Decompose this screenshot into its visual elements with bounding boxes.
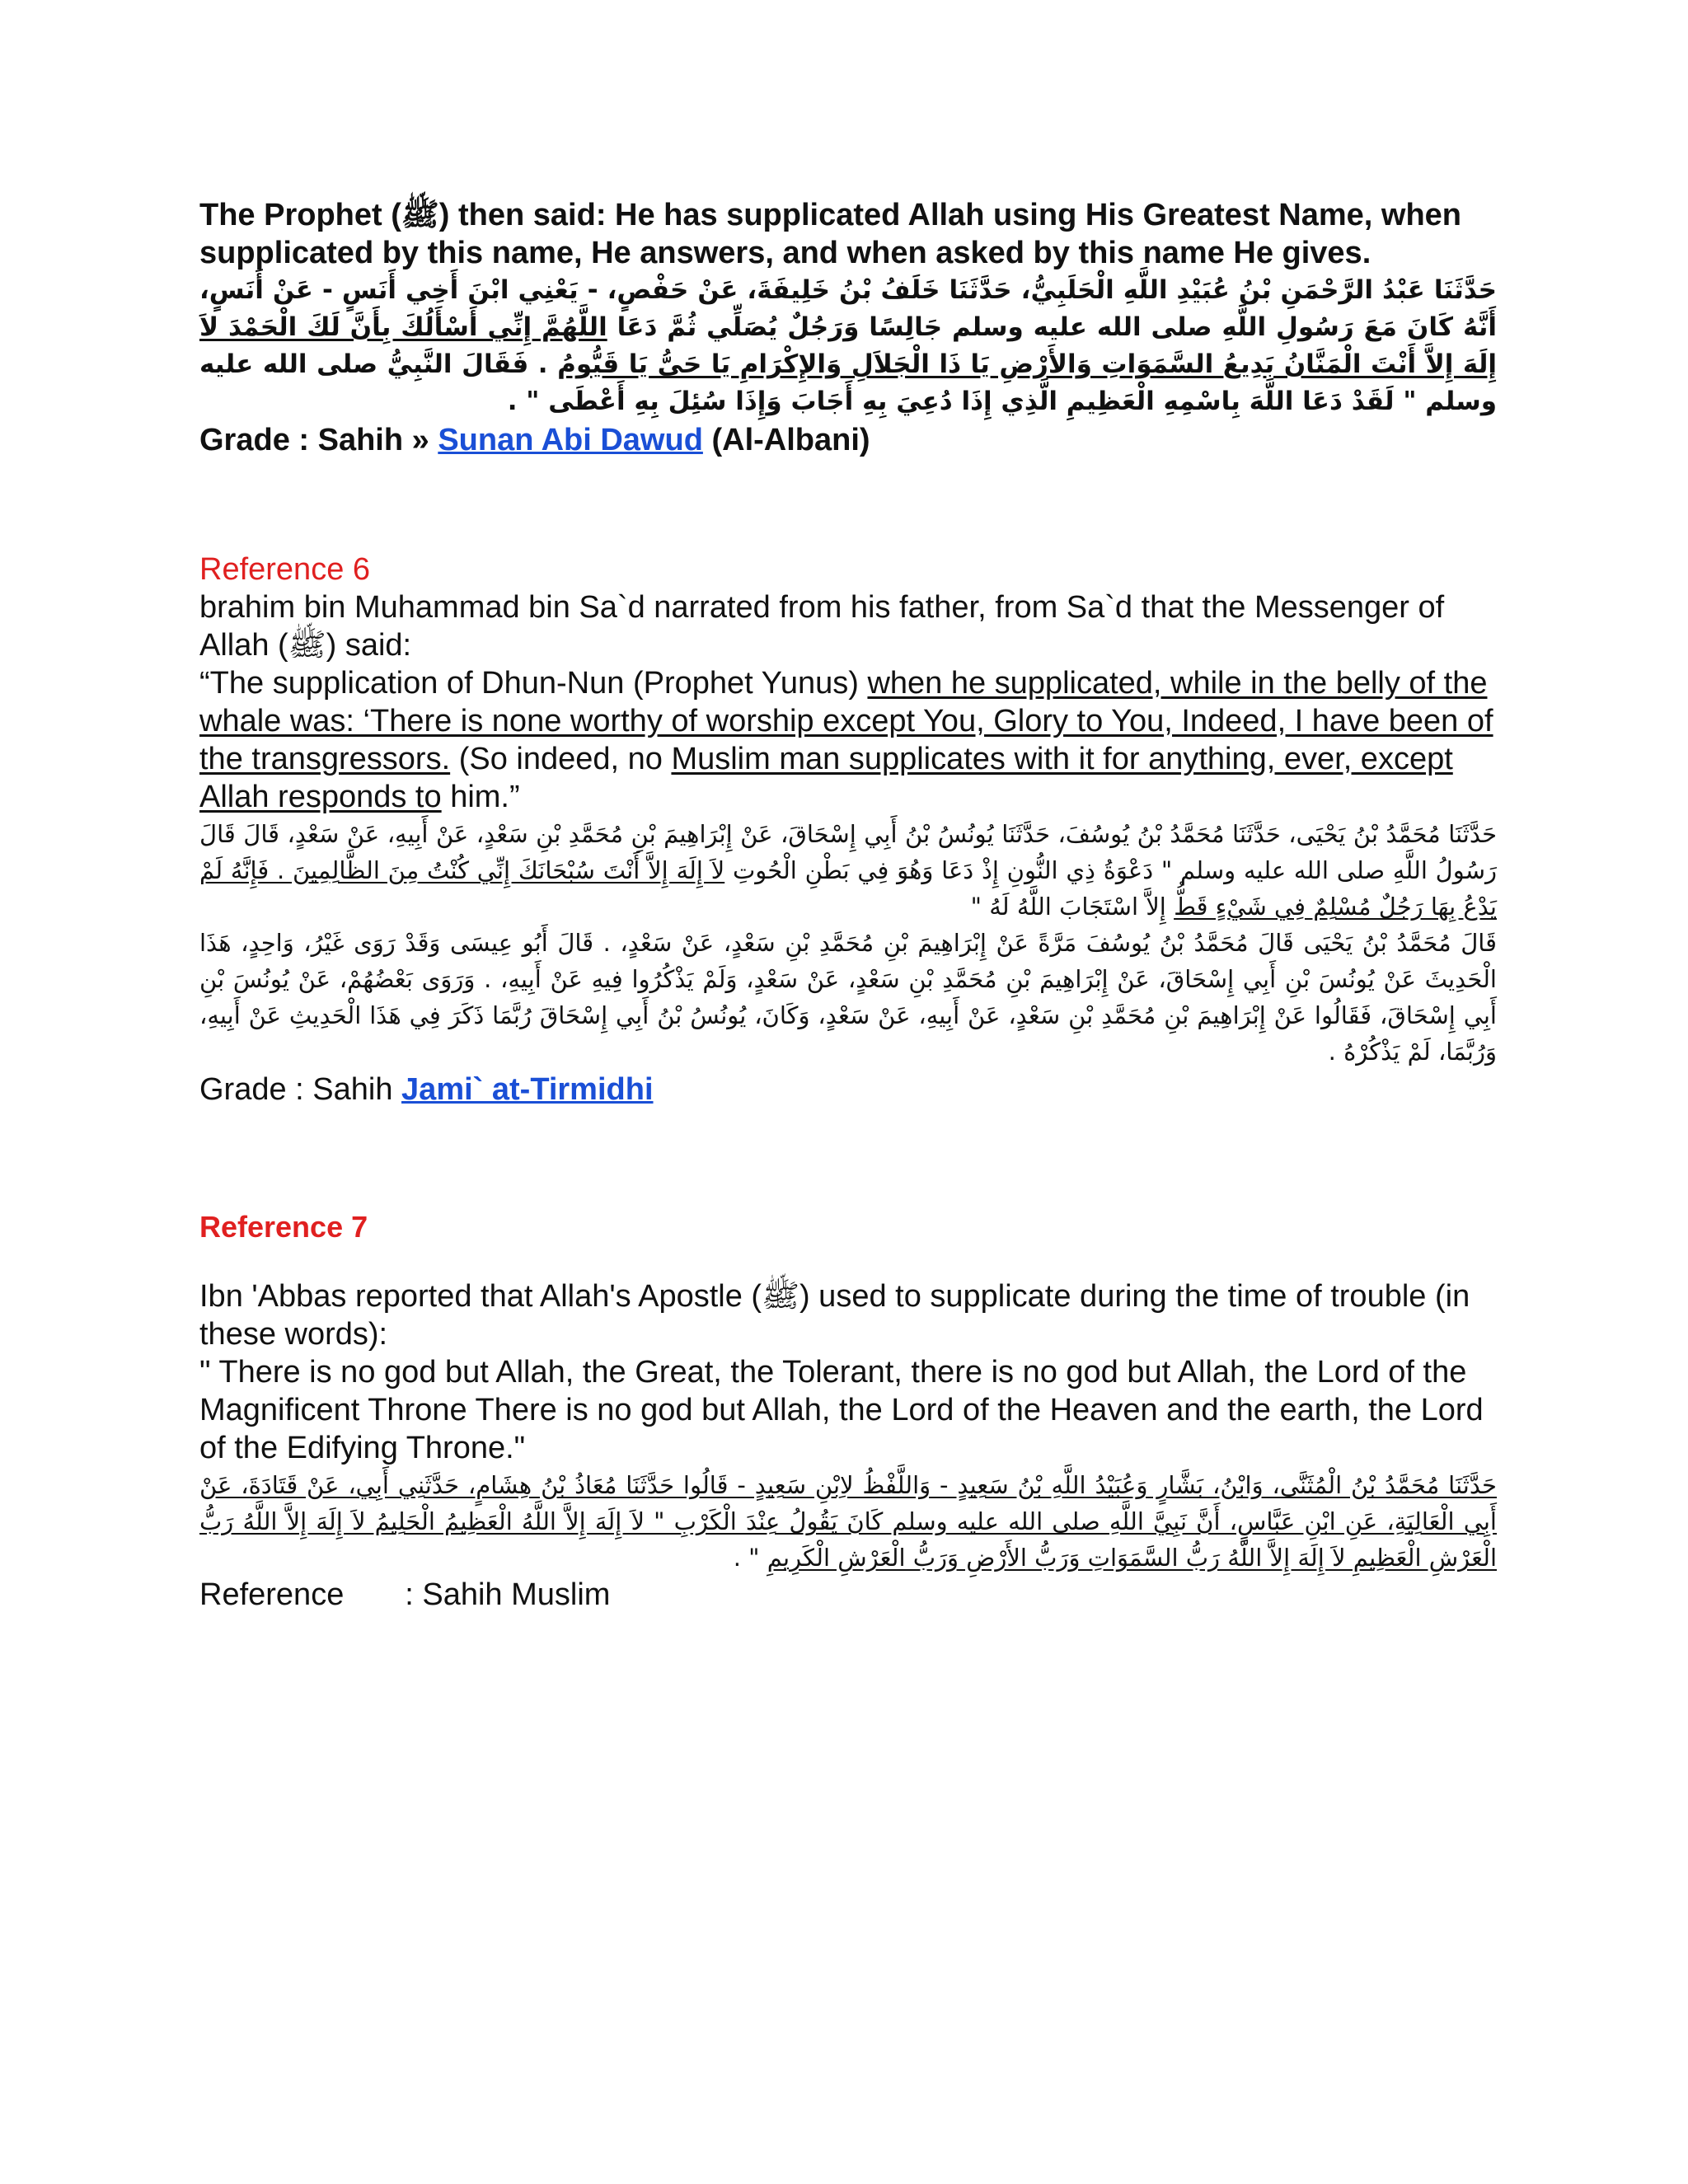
reference-6-quote [199,664,1497,816]
reference-6-arabic-b: إِلاَّ اسْتَجَابَ اللَّهُ لَهُ " [970,893,1166,921]
section1-arabic-underlined: اللَّهُمَّ إِنِّي أَسْأَلُكَ بِأَنَّ لَكَ الْحَمْدَ لاَ إِلَهَ إِلاَّ أَنْتَ الْمَنَّانُ بَدِيعُ السَّمَوَاتِ وَالأَرْضِ يَا ذَا الْجَلاَلِ وَالإِكْرَامِ يَا حَىُّ يَا قَيُّومُ [199,312,1497,379]
section2-grade [199,1070,1497,1109]
reference-7-quote: " There is no god but Allah, the Great, the Tolerant, there is no god but Allah, the Lord of the Magnificent Throne There is no god but Allah, the Lord of the Heaven and the earth, the Lord of the Edifying Throne." [199,1355,1484,1465]
reference-6-arabic [199,816,1497,925]
reference-6-intro: brahim bin Muhammad bin Sa`d narrated from his father, from Sa`d that the Messenger of Allah (ﷺ) said: [199,590,1445,663]
reference-6-quote-1: “The supplication of Dhun-Nun (Prophet Yunus) [199,666,859,701]
section1-arabic [199,272,1497,420]
section1-arabic-b: . فَقَالَ النَّبِيُّ صلى الله عليه وسلم " لَقَدْ دَعَا اللَّهَ بِاسْمِهِ الْعَظِيمِ الَّذِي إِذَا دُعِيَ بِهِ أَجَابَ وَإِذَا سُئِلَ بِهِ أَعْطَى " . [199,349,1497,416]
section1-grade-prefix: Grade : Sahih » [199,423,429,457]
section2-grade-prefix: Grade : Sahih [199,1072,393,1107]
reference-6-title: Reference 6 [199,552,371,587]
reference-6-arabic-a: حَدَّثَنَا مُحَمَّدُ بْنُ يَحْيَى، حَدَّثَنَا مُحَمَّدُ بْنُ يُوسُفَ، حَدَّثَنَا يُونُسُ بْنُ أَبِي إِسْحَاقَ، عَنْ إِبْرَاهِيمَ بْنِ مُحَمَّدِ بْنِ سَعْدٍ، عَنْ أَبِيهِ، عَنْ سَعْدٍ، قَالَ قَالَ رَسُولُ اللَّهِ صلى الله عليه وسلم " دَعْوَةُ ذِي النُّونِ إِذْ دَعَا وَهُوَ فِي بَطْنِ الْحُوتِ [199,820,1498,884]
reference-7-arabic [199,1467,1497,1576]
section1-grade-suffix: (Al-Albani) [711,423,870,457]
reference-6-quote-3: (So indeed, no [458,742,663,776]
reference-6-quote-2: when he supplicated, while in the belly of the whale was: ‘There is none worthy of worship except You, Glory to You, Indeed, I have been of the transgressors. [199,666,1493,776]
reference-7-arabic-underlined: حَدَّثَنَا مُحَمَّدُ بْنُ الْمُثَنَّى، وَابْنُ، بَشَّارٍ وَعُبَيْدُ اللَّهِ بْنُ سَعِيدٍ - وَاللَّفْظُ لاِبْنِ سَعِيدٍ - قَالُوا حَدَّثَنَا مُعَاذُ بْنُ هِشَامٍ، حَدَّثَنِي أَبِي، عَنْ قَتَادَةَ، عَنْ أَبِي الْعَالِيَةِ، عَنِ ابْنِ عَبَّاسٍ، أَنَّ نَبِيَّ اللَّهِ صلى الله عليه وسلم كَانَ يَقُولُ عِنْدَ الْكَرْبِ " لاَ إِلَهَ إِلاَّ اللَّهُ الْعَظِيمُ الْحَلِيمُ لاَ إِلَهَ إِلاَّ اللَّهُ رَبُّ الْعَرْشِ الْعَظِيمِ لاَ إِلَهَ إِلاَّ اللَّهُ رَبُّ السَّمَوَاتِ وَرَبُّ الأَرْضِ وَرَبُّ الْعَرْشِ الْكَرِيمِ [199,1471,1497,1572]
section1-english: The Prophet (ﷺ) then said: He has supplicated Allah using His Greatest Name, when supplicated by this name, He answers, and when asked by this name He gives. [199,198,1462,270]
reference-6-quote-5: him.” [450,780,520,814]
reference-7-intro: Ibn 'Abbas reported that Allah's Apostle (ﷺ) used to supplicate during the time of trouble (in these words): [199,1279,1470,1352]
section1-arabic-a: حَدَّثَنَا عَبْدُ الرَّحْمَنِ بْنُ عُبَيْدِ اللَّهِ الْحَلَبِيُّ، حَدَّثَنَا خَلَفُ بْنُ خَلِيفَةَ، عَنْ حَفْصٍ، - يَعْنِي ابْنَ أَخِي أَنَسٍ - عَنْ أَنَسٍ، أَنَّهُ كَانَ مَعَ رَسُولِ اللَّهِ صلى الله عليه وسلم جَالِسًا وَرَجُلٌ يُصَلِّي ثُمَّ دَعَا [199,275,1498,342]
reference-6-arabic-commentary: قَالَ مُحَمَّدُ بْنُ يَحْيَى قَالَ مُحَمَّدُ بْنُ يُوسُفَ مَرَّةً عَنْ إِبْرَاهِيمَ بْنِ مُحَمَّدِ بْنِ سَعْدٍ، عَنْ سَعْدٍ، . قَالَ أَبُو عِيسَى وَقَدْ رَوَى غَيْرُ، وَاحِدٍ، هَذَا الْحَدِيثَ عَنْ يُونُسَ بْنِ أَبِي إِسْحَاقَ، عَنْ إِبْرَاهِيمَ بْنِ مُحَمَّدِ بْنِ سَعْدٍ، عَنْ سَعْدٍ، وَلَمْ يَذْكُرُوا فِيهِ عَنْ أَبِيهِ، . وَرَوَى بَعْضُهُمْ، عَنْ يُونُسَ بْنِ أَبِي إِسْحَاقَ، فَقَالُوا عَنْ إِبْرَاهِيمَ بْنِ مُحَمَّدِ بْنِ سَعْدٍ، عَنْ أَبِيهِ، عَنْ سَعْدٍ، وَكَانَ، يُونُسُ بْنُ أَبِي إِسْحَاقَ رُبَّمَا ذَكَرَ فِي هَذَا الْحَدِيثِ عَنْ أَبِيهِ، وَرُبَّمَا، لَمْ يَذْكُرْهُ . [199,929,1497,1066]
document-page [199,196,1497,1614]
reference-7-arabic-b: " . [733,1544,760,1572]
reference-7-title: Reference 7 [199,1210,368,1244]
reference-6-arabic-underlined: لاَ إِلَهَ إِلاَّ أَنْتَ سُبْحَانَكَ إِنِّي كُنْتُ مِنَ الظَّالِمِينَ . فَإِنَّهُ لَمْ يَدْعُ بِهَا رَجُلٌ مُسْلِمٌ فِي شَيْءٍ قَطُّ [199,856,1497,921]
sunan-abi-dawud-link[interactable]: Sunan Abi Dawud [438,423,703,457]
jami-at-tirmidhi-link[interactable]: Jami` at-Tirmidhi [401,1072,654,1107]
reference-7-source: Reference : Sahih Muslim [199,1577,611,1612]
reference-6-quote-4: Muslim man supplicates with it for anything, ever, except Allah responds to [199,742,1453,814]
section1-grade [199,420,1497,460]
